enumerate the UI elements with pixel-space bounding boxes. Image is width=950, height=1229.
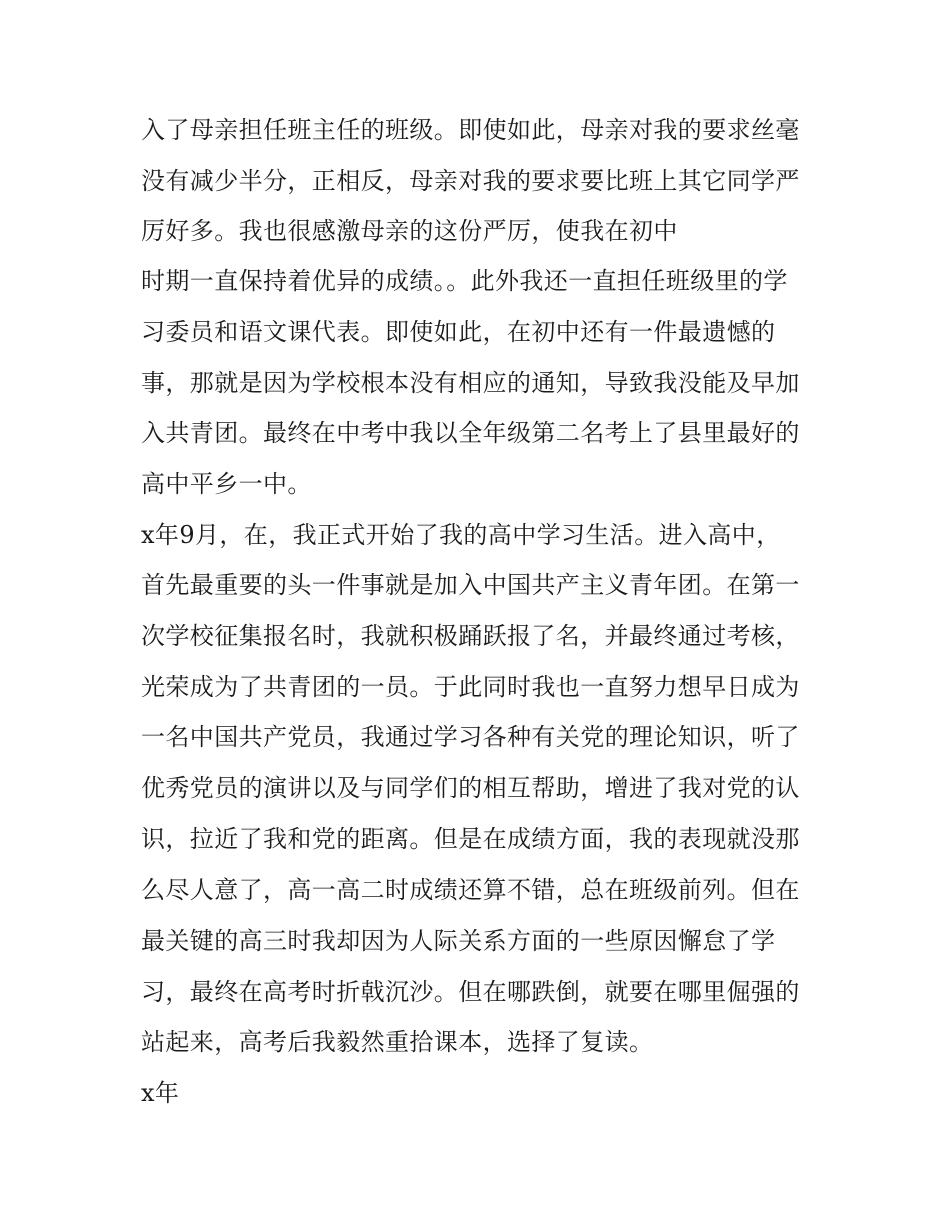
text-line: 厉好多。我也很感激母亲的这份严厉，使我在初中 [141,217,678,245]
text-line: 习委员和语文课代表。即使如此，在初中还有一件最遗憾的 [141,318,776,346]
text-line: 光荣成为了共青团的一员。于此同时我也一直努力想早日成为 [141,673,800,701]
text-line: 入了母亲担任班主任的班级。即使如此，母亲对我的要求丝毫 [141,116,800,144]
text-line: 习，最终在高考时折戟沉沙。但在哪跌倒，就要在哪里倔强的 [141,978,800,1006]
text-line: 次学校征集报名时，我就积极踊跃报了名，并最终通过考核， [141,622,800,650]
text-line: 么尽人意了，高一高二时成绩还算不错，总在班级前列。但在 [141,876,800,904]
text-line: 入共青团。最终在中考中我以全年级第二名考上了县里最好的 [141,419,800,447]
text-line: 识，拉近了我和党的距离。但是在成绩方面，我的表现就没那 [141,825,800,853]
text-line: x年 [141,1079,180,1107]
text-line: 时期一直保持着优异的成绩。。此外我还一直担任班级里的学 [141,267,788,295]
text-line: 站起来，高考后我毅然重拾课本，选择了复读。 [141,1028,654,1056]
text-line: 一名中国共产党员，我通过学习各种有关党的理论知识，听了 [141,723,800,751]
text-line: 优秀党员的演讲以及与同学们的相互帮助，增进了我对党的认 [141,774,800,802]
text-line: 事，那就是因为学校根本没有相应的通知，导致我没能及早加 [141,369,800,397]
text-line: x年9月，在，我正式开始了我的高中学习生活。进入高中， [141,521,781,549]
text-line: 首先最重要的头一件事就是加入中国共产主义青年团。在第一 [141,571,800,599]
text-line: 最关键的高三时我却因为人际关系方面的一些原因懈怠了学 [141,927,776,955]
text-line: 高中平乡一中。 [141,470,312,498]
text-line: 没有减少半分，正相反，母亲对我的要求要比班上其它同学严 [141,167,800,195]
